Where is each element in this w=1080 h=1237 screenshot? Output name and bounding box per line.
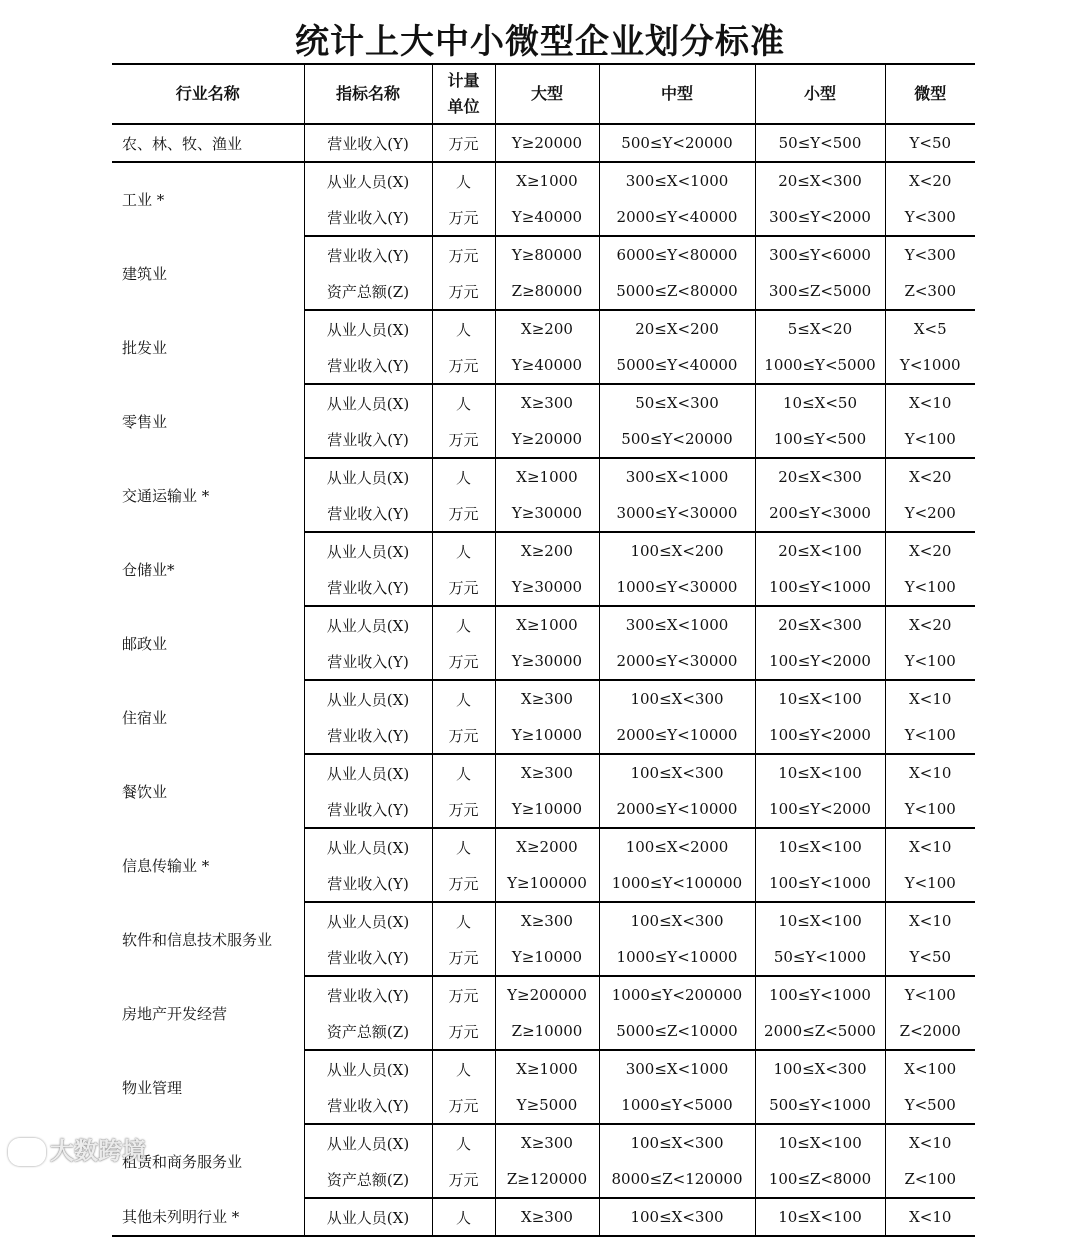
unit-cell: 万元 xyxy=(432,791,495,828)
micro-cell: X<10 xyxy=(885,1124,975,1161)
medium-cell: 2000≤Y<10000 xyxy=(599,791,755,828)
indicator-cell: 从业人员(X) xyxy=(304,1050,432,1087)
unit-cell: 万元 xyxy=(432,1161,495,1198)
industry-cell: 信息传输业 * xyxy=(122,856,210,875)
large-cell: Y≥40000 xyxy=(495,347,599,384)
micro-cell: X<10 xyxy=(885,1198,975,1236)
large-cell: Y≥10000 xyxy=(495,939,599,976)
unit-cell: 人 xyxy=(432,1124,495,1161)
large-cell: Y≥10000 xyxy=(495,791,599,828)
large-cell: Y≥10000 xyxy=(495,717,599,754)
indicator-cell: 资产总额(Z) xyxy=(304,273,432,310)
table-row xyxy=(112,1198,975,1236)
indicator-cell: 从业人员(X) xyxy=(304,384,432,421)
small-cell: 10≤X<100 xyxy=(755,680,885,717)
small-cell: 100≤Y<2000 xyxy=(755,791,885,828)
unit-cell: 万元 xyxy=(432,1013,495,1050)
small-cell: 10≤X<100 xyxy=(755,1124,885,1161)
table-row xyxy=(112,384,975,421)
unit-cell: 万元 xyxy=(432,495,495,532)
unit-cell: 万元 xyxy=(432,569,495,606)
large-cell: Y≥100000 xyxy=(495,865,599,902)
micro-cell: Z<100 xyxy=(885,1161,975,1198)
micro-cell: Y<50 xyxy=(885,939,975,976)
medium-cell: 5000≤Y<40000 xyxy=(599,347,755,384)
large-cell: X≥300 xyxy=(495,754,599,791)
industry-cell: 软件和信息技术服务业 xyxy=(122,930,273,949)
medium-cell: 100≤X<300 xyxy=(599,902,755,939)
industry-cell: 工业 * xyxy=(122,191,165,209)
large-cell: X≥1000 xyxy=(495,162,599,199)
large-cell: X≥1000 xyxy=(495,458,599,495)
industry-cell: 批发业 xyxy=(122,338,168,357)
micro-cell: Y<100 xyxy=(885,976,975,1013)
industry-cell: 餐饮业 xyxy=(122,782,168,801)
header-small: 小型 xyxy=(755,64,885,124)
medium-cell: 50≤X<300 xyxy=(599,384,755,421)
industry-cell: 租赁和商务服务业 xyxy=(122,1152,243,1171)
industry-cell: 物业管理 xyxy=(122,1078,183,1097)
unit-cell: 人 xyxy=(432,902,495,939)
micro-cell: X<20 xyxy=(885,606,975,643)
indicator-cell: 营业收入(Y) xyxy=(304,643,432,680)
medium-cell: 1000≤Y<10000 xyxy=(599,939,755,976)
small-cell: 10≤X<50 xyxy=(755,384,885,421)
small-cell: 1000≤Y<5000 xyxy=(755,347,885,384)
table-row xyxy=(112,310,975,347)
medium-cell: 1000≤Y<100000 xyxy=(599,865,755,902)
medium-cell: 100≤X<2000 xyxy=(599,828,755,865)
table-row xyxy=(112,124,975,162)
header-industry: 行业名称 xyxy=(112,64,304,124)
table-row xyxy=(112,680,975,717)
small-cell: 100≤Z<8000 xyxy=(755,1161,885,1198)
large-cell: Z≥80000 xyxy=(495,273,599,310)
medium-cell: 5000≤Z<80000 xyxy=(599,273,755,310)
large-cell: Y≥20000 xyxy=(495,421,599,458)
micro-cell: X<5 xyxy=(885,310,975,347)
unit-cell: 人 xyxy=(432,828,495,865)
indicator-cell: 从业人员(X) xyxy=(304,902,432,939)
indicator-cell: 营业收入(Y) xyxy=(304,791,432,828)
micro-cell: X<10 xyxy=(885,384,975,421)
micro-cell: X<20 xyxy=(885,162,975,199)
industry-cell: 房地产开发经营 xyxy=(122,1004,228,1023)
indicator-cell: 资产总额(Z) xyxy=(304,1013,432,1050)
indicator-cell: 营业收入(Y) xyxy=(304,1087,432,1124)
medium-cell: 5000≤Z<10000 xyxy=(599,1013,755,1050)
micro-cell: X<10 xyxy=(885,680,975,717)
small-cell: 2000≤Z<5000 xyxy=(755,1013,885,1050)
unit-cell: 万元 xyxy=(432,124,495,162)
small-cell: 50≤Y<1000 xyxy=(755,939,885,976)
small-cell: 100≤Y<1000 xyxy=(755,569,885,606)
large-cell: Y≥30000 xyxy=(495,643,599,680)
micro-cell: X<100 xyxy=(885,1050,975,1087)
micro-cell: X<10 xyxy=(885,828,975,865)
small-cell: 300≤Z<5000 xyxy=(755,273,885,310)
medium-cell: 1000≤Y<5000 xyxy=(599,1087,755,1124)
small-cell: 500≤Y<1000 xyxy=(755,1087,885,1124)
table-body xyxy=(112,124,975,1236)
medium-cell: 100≤X<300 xyxy=(599,1198,755,1236)
large-cell: Y≥20000 xyxy=(495,124,599,162)
industry-cell: 农、林、牧、渔业 xyxy=(112,124,304,162)
unit-cell: 人 xyxy=(432,680,495,717)
micro-cell: Y<100 xyxy=(885,865,975,902)
watermark xyxy=(8,1131,146,1166)
large-cell: Y≥30000 xyxy=(495,569,599,606)
medium-cell: 300≤X<1000 xyxy=(599,458,755,495)
micro-cell: Z<2000 xyxy=(885,1013,975,1050)
unit-cell: 万元 xyxy=(432,1087,495,1124)
medium-cell: 100≤X<200 xyxy=(599,532,755,569)
unit-cell: 万元 xyxy=(432,976,495,1013)
indicator-cell: 从业人员(X) xyxy=(304,458,432,495)
table-row xyxy=(112,458,975,495)
unit-cell: 万元 xyxy=(432,717,495,754)
header-large: 大型 xyxy=(495,64,599,124)
unit-cell: 人 xyxy=(432,384,495,421)
unit-cell: 万元 xyxy=(432,421,495,458)
table-row xyxy=(112,606,975,643)
medium-cell: 2000≤Y<10000 xyxy=(599,717,755,754)
header-micro: 微型 xyxy=(885,64,975,124)
small-cell: 5≤X<20 xyxy=(755,310,885,347)
table-row xyxy=(112,902,975,939)
unit-cell: 万元 xyxy=(432,865,495,902)
indicator-cell: 从业人员(X) xyxy=(304,606,432,643)
small-cell: 20≤X<100 xyxy=(755,532,885,569)
small-cell: 20≤X<300 xyxy=(755,458,885,495)
medium-cell: 1000≤Y<200000 xyxy=(599,976,755,1013)
medium-cell: 6000≤Y<80000 xyxy=(599,236,755,273)
industry-cell: 其他未列明行业 * xyxy=(112,1198,304,1236)
micro-cell: Y<300 xyxy=(885,236,975,273)
unit-cell: 万元 xyxy=(432,273,495,310)
unit-cell: 人 xyxy=(432,1198,495,1236)
large-cell: Y≥200000 xyxy=(495,976,599,1013)
industry-cell: 建筑业 xyxy=(122,264,168,283)
unit-cell: 万元 xyxy=(432,939,495,976)
medium-cell: 1000≤Y<30000 xyxy=(599,569,755,606)
medium-cell: 100≤X<300 xyxy=(599,754,755,791)
indicator-cell: 营业收入(Y) xyxy=(304,236,432,273)
large-cell: X≥200 xyxy=(495,310,599,347)
indicator-cell: 从业人员(X) xyxy=(304,1198,432,1236)
small-cell: 20≤X<300 xyxy=(755,162,885,199)
micro-cell: Y<100 xyxy=(885,717,975,754)
medium-cell: 2000≤Y<30000 xyxy=(599,643,755,680)
header-medium: 中型 xyxy=(599,64,755,124)
industry-cell: 住宿业 xyxy=(122,708,168,727)
medium-cell: 2000≤Y<40000 xyxy=(599,199,755,236)
micro-cell: Z<300 xyxy=(885,273,975,310)
large-cell: Y≥5000 xyxy=(495,1087,599,1124)
medium-cell: 8000≤Z<120000 xyxy=(599,1161,755,1198)
small-cell: 200≤Y<3000 xyxy=(755,495,885,532)
unit-cell: 万元 xyxy=(432,199,495,236)
micro-cell: X<10 xyxy=(885,902,975,939)
micro-cell: Y<100 xyxy=(885,643,975,680)
medium-cell: 100≤X<300 xyxy=(599,680,755,717)
table-row xyxy=(112,236,975,273)
table-row xyxy=(112,828,975,865)
indicator-cell: 营业收入(Y) xyxy=(304,421,432,458)
small-cell: 10≤X<100 xyxy=(755,1198,885,1236)
indicator-cell: 营业收入(Y) xyxy=(304,865,432,902)
small-cell: 10≤X<100 xyxy=(755,902,885,939)
small-cell: 10≤X<100 xyxy=(755,828,885,865)
large-cell: X≥1000 xyxy=(495,606,599,643)
unit-cell: 人 xyxy=(432,606,495,643)
medium-cell: 100≤X<300 xyxy=(599,1124,755,1161)
indicator-cell: 从业人员(X) xyxy=(304,1124,432,1161)
industry-cell: 邮政业 xyxy=(122,634,168,653)
indicator-cell: 从业人员(X) xyxy=(304,162,432,199)
table-row xyxy=(112,976,975,1013)
table-header-row xyxy=(112,64,975,124)
micro-cell: Y<100 xyxy=(885,569,975,606)
small-cell: 100≤Y<500 xyxy=(755,421,885,458)
table-row xyxy=(112,1050,975,1087)
indicator-cell: 营业收入(Y) xyxy=(304,124,432,162)
table-row xyxy=(112,162,975,199)
indicator-cell: 从业人员(X) xyxy=(304,828,432,865)
unit-cell: 人 xyxy=(432,532,495,569)
small-cell: 20≤X<300 xyxy=(755,606,885,643)
industry-cell: 交通运输业 * xyxy=(122,486,210,505)
medium-cell: 300≤X<1000 xyxy=(599,606,755,643)
indicator-cell: 营业收入(Y) xyxy=(304,717,432,754)
indicator-cell: 营业收入(Y) xyxy=(304,569,432,606)
unit-cell: 人 xyxy=(432,458,495,495)
micro-cell: Y<1000 xyxy=(885,347,975,384)
large-cell: Z≥10000 xyxy=(495,1013,599,1050)
classification-table xyxy=(112,63,975,1237)
micro-cell: X<20 xyxy=(885,532,975,569)
large-cell: X≥300 xyxy=(495,902,599,939)
micro-cell: X<20 xyxy=(885,458,975,495)
large-cell: X≥200 xyxy=(495,532,599,569)
indicator-cell: 从业人员(X) xyxy=(304,310,432,347)
indicator-cell: 资产总额(Z) xyxy=(304,1161,432,1198)
indicator-cell: 从业人员(X) xyxy=(304,754,432,791)
watermark-text: 大数跨境 xyxy=(50,1137,146,1165)
large-cell: X≥300 xyxy=(495,1124,599,1161)
large-cell: X≥2000 xyxy=(495,828,599,865)
small-cell: 300≤Y<6000 xyxy=(755,236,885,273)
large-cell: Y≥80000 xyxy=(495,236,599,273)
small-cell: 10≤X<100 xyxy=(755,754,885,791)
industry-cell: 仓储业* xyxy=(122,560,175,579)
small-cell: 50≤Y<500 xyxy=(755,124,885,162)
industry-cell: 零售业 xyxy=(122,412,168,431)
small-cell: 100≤Y<1000 xyxy=(755,865,885,902)
unit-cell: 万元 xyxy=(432,236,495,273)
table-row xyxy=(112,532,975,569)
unit-cell: 万元 xyxy=(432,643,495,680)
watermark-logo-icon xyxy=(8,1138,46,1166)
large-cell: X≥300 xyxy=(495,384,599,421)
indicator-cell: 营业收入(Y) xyxy=(304,495,432,532)
medium-cell: 300≤X<1000 xyxy=(599,1050,755,1087)
header-indicator: 指标名称 xyxy=(304,64,432,124)
micro-cell: Y<100 xyxy=(885,791,975,828)
medium-cell: 300≤X<1000 xyxy=(599,162,755,199)
large-cell: X≥300 xyxy=(495,680,599,717)
header-unit: 计量单位 xyxy=(432,64,495,124)
indicator-cell: 营业收入(Y) xyxy=(304,347,432,384)
unit-cell: 人 xyxy=(432,310,495,347)
large-cell: X≥300 xyxy=(495,1198,599,1236)
micro-cell: Y<500 xyxy=(885,1087,975,1124)
indicator-cell: 营业收入(Y) xyxy=(304,976,432,1013)
page-title: 统计上大中小微型企业划分标准 xyxy=(295,22,785,62)
unit-cell: 人 xyxy=(432,754,495,791)
small-cell: 100≤Y<2000 xyxy=(755,643,885,680)
indicator-cell: 营业收入(Y) xyxy=(304,199,432,236)
micro-cell: Y<200 xyxy=(885,495,975,532)
unit-cell: 万元 xyxy=(432,347,495,384)
micro-cell: Y<300 xyxy=(885,199,975,236)
small-cell: 100≤Y<1000 xyxy=(755,976,885,1013)
indicator-cell: 营业收入(Y) xyxy=(304,939,432,976)
large-cell: Z≥120000 xyxy=(495,1161,599,1198)
unit-cell: 人 xyxy=(432,1050,495,1087)
indicator-cell: 从业人员(X) xyxy=(304,680,432,717)
micro-cell: Y<50 xyxy=(885,124,975,162)
large-cell: Y≥30000 xyxy=(495,495,599,532)
small-cell: 300≤Y<2000 xyxy=(755,199,885,236)
medium-cell: 20≤X<200 xyxy=(599,310,755,347)
micro-cell: Y<100 xyxy=(885,421,975,458)
medium-cell: 500≤Y<20000 xyxy=(599,421,755,458)
medium-cell: 3000≤Y<30000 xyxy=(599,495,755,532)
table-row xyxy=(112,1124,975,1161)
medium-cell: 500≤Y<20000 xyxy=(599,124,755,162)
large-cell: Y≥40000 xyxy=(495,199,599,236)
micro-cell: X<10 xyxy=(885,754,975,791)
small-cell: 100≤Y<2000 xyxy=(755,717,885,754)
indicator-cell: 从业人员(X) xyxy=(304,532,432,569)
large-cell: X≥1000 xyxy=(495,1050,599,1087)
table-row xyxy=(112,754,975,791)
unit-cell: 人 xyxy=(432,162,495,199)
small-cell: 100≤X<300 xyxy=(755,1050,885,1087)
